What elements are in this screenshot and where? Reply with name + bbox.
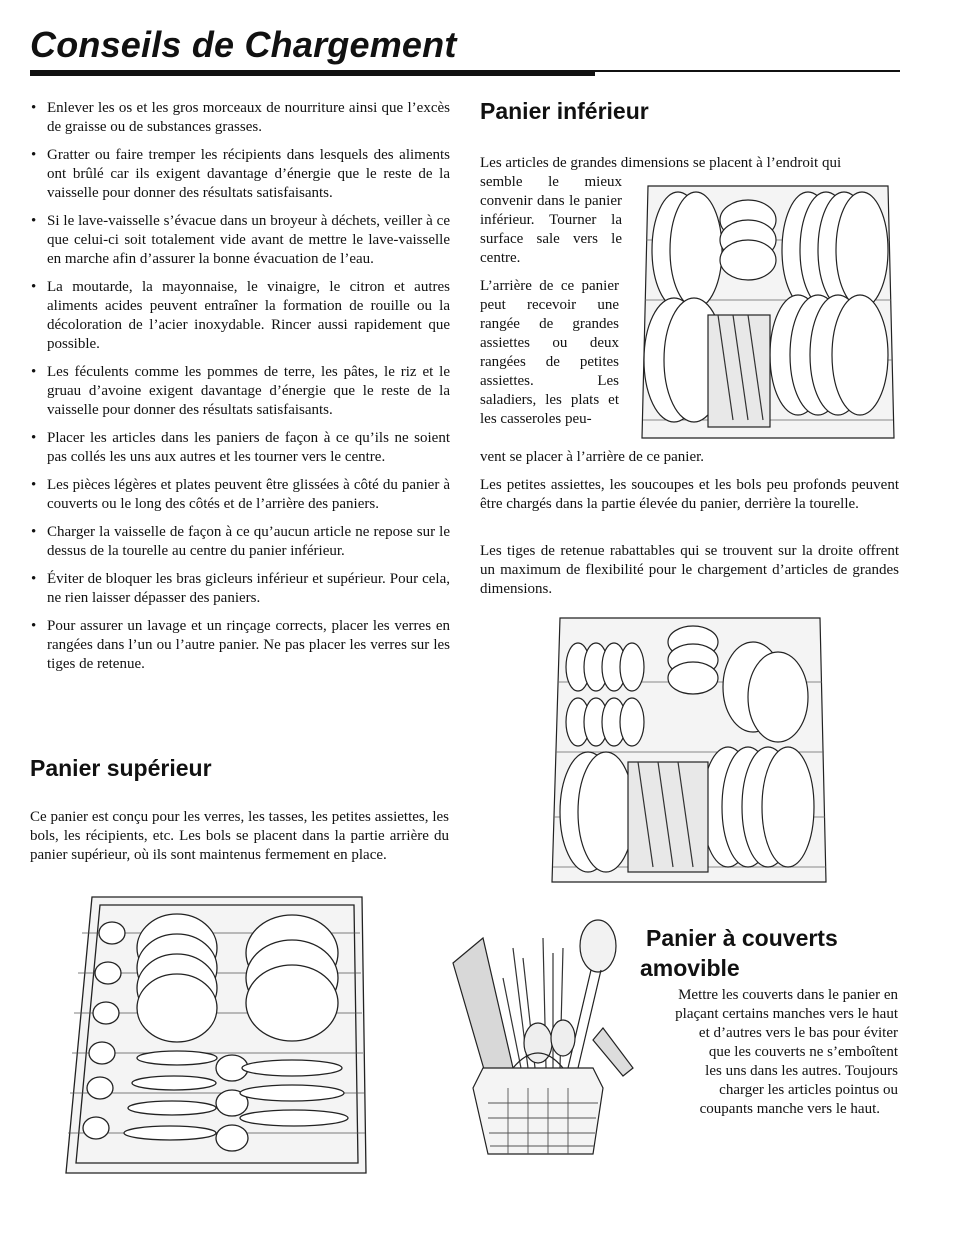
upper-rack-heading: Panier supérieur	[30, 755, 212, 781]
lower-rack-tines-illustration	[548, 612, 830, 887]
tips-list	[30, 99, 450, 683]
lower-rack-heading: Panier inférieur	[480, 98, 649, 124]
title-rule-thin	[30, 70, 900, 72]
lower-rack-back: L’arrière de ce panier peut recevoir une rangée de grandes assiettes ou deux rangées de petites assiettes. Les saladiers, les plats et les casseroles peu-	[480, 278, 619, 427]
cutlery-text-line: Mettre les couverts dans le panier en	[678, 987, 898, 1003]
cutlery-text-line: coupants manche vers le haut.	[699, 1101, 880, 1117]
list-item: • Placer les articles dans les paniers de façon à ce qu’ils ne soient pas collés les uns aux autres et les tourner vers le centre.	[30, 429, 450, 467]
cutlery-text	[620, 986, 898, 1119]
cutlery-heading-line1: Panier à couverts	[646, 925, 838, 951]
lower-rack-back-end: vent se placer à l’arrière de ce panier.	[480, 449, 705, 465]
upper-rack-illustration	[62, 893, 374, 1183]
list-item: • Charger la vaisselle de façon à ce qu’aucun article ne repose sur le dessus de la tourelle au centre du panier inférieur.	[30, 523, 450, 561]
lower-rack-illustration	[638, 180, 898, 442]
list-item: • Enlever les os et les gros morceaux de nourriture ainsi que l’excès de graisse ou de substances grasses.	[30, 99, 450, 137]
list-item: • Les pièces légères et plates peuvent être glissées à côté du panier à couverts ou le long des côtés et de l’arrière des paniers.	[30, 476, 450, 514]
list-item: • Pour assurer un lavage et un rinçage corrects, placer les verres en rangées dans l’un ou l’autre panier. Ne pas placer les verres sur les tiges de retenue.	[30, 617, 450, 674]
page-title: Conseils de Chargement	[30, 24, 457, 65]
cutlery-text-line: les uns dans les autres. Toujours	[705, 1063, 898, 1079]
list-item: • Les féculents comme les pommes de terre, les pâtes, le riz et le gruau d’avoine exigent davantage d’énergie que le reste de la vaisselle pour donner des résultats satisfaisants.	[30, 363, 450, 420]
lower-rack-intro-wrap: semble le mieux convenir dans le panier inférieur. Tourner la surface sale vers le centre.	[480, 174, 622, 266]
list-item: • Gratter ou faire tremper les récipients dans lesquels des aliments ont brûlé car ils exigent davantage d’énergie que le reste de la vaisselle pour donner des résultats satisfaisants.	[30, 146, 450, 203]
list-item: • Éviter de bloquer les bras gicleurs inférieur et supérieur. Pour cela, ne rien laisser dépasser des paniers.	[30, 570, 450, 608]
lower-rack-small-plates: Les petites assiettes, les soucoupes et les bols peu profonds peuvent être chargés dans la partie élevée du panier, derrière la tourelle.	[480, 477, 899, 512]
cutlery-text-line: que les couverts ne s’emboîtent	[708, 1044, 898, 1060]
list-item: • Si le lave-vaisselle s’évacue dans un broyeur à déchets, veiller à ce que celui-ci soit totalement vide avant de mettre le lave-vaisselle en marche afin d’assurer la bonne évacuation de l’eau.	[30, 212, 450, 269]
lower-rack-intro: Les articles de grandes dimensions se placent à l’endroit qui	[480, 155, 842, 171]
cutlery-text-line: charger les articles pointus ou	[719, 1082, 898, 1098]
list-item: • La moutarde, la mayonnaise, le vinaigre, le citron et autres aliments acides peuvent entraîner la formation de rouille ou la décoloration de l’acier inoxydable. Rincer aussi rapidement que possible.	[30, 278, 450, 354]
lower-rack-tines: Les tiges de retenue rabattables qui se trouvent sur la droite offrent un maximum de flexibilité pour le chargement d’articles de grandes dimensions.	[480, 543, 899, 597]
cutlery-text-line: et d’autres vers le bas pour éviter	[698, 1025, 898, 1041]
upper-rack-text: Ce panier est conçu pour les verres, les tasses, les petites assiettes, les bols, les récipients, etc. Les bols se placent dans la partie arrière du panier supérieur, où ils sont maintenus fermement en place.	[30, 809, 449, 863]
cutlery-text-line: plaçant certains manches vers le haut	[675, 1006, 898, 1022]
cutlery-basket-illustration	[443, 918, 643, 1163]
cutlery-heading-line2: amovible	[640, 955, 740, 981]
